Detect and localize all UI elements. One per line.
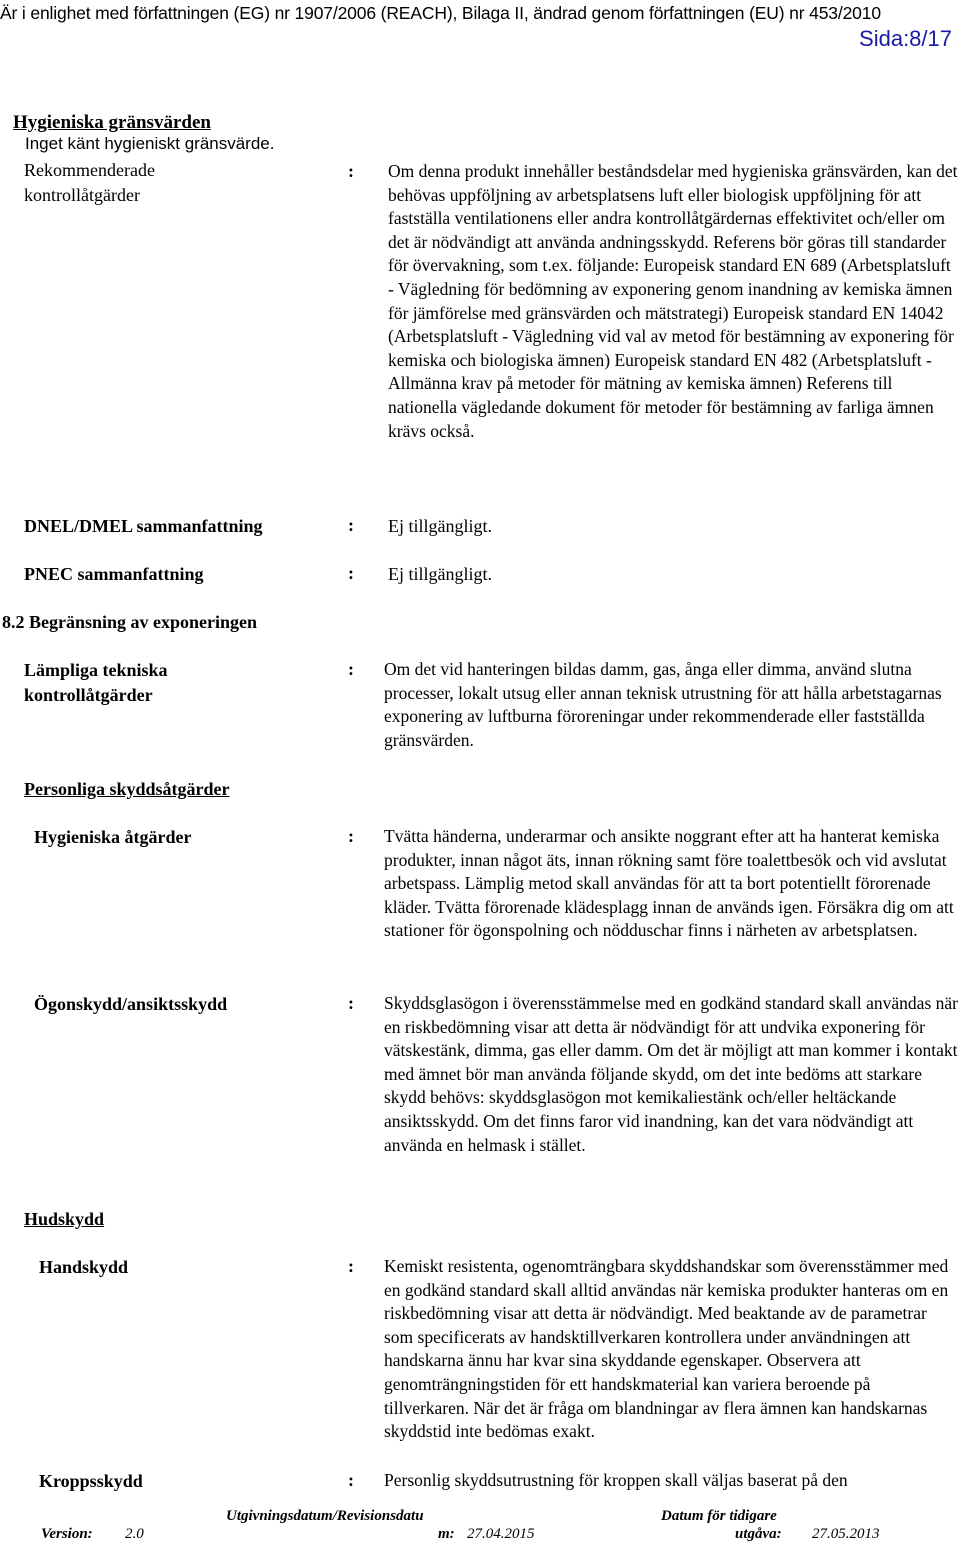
footer-prev-date: 27.05.2013 [812,1526,880,1542]
hygiene-measures-value: Tvätta händerna, underarmar och ansikte noggrant efter att ha hanterat kemiska produkter, innan något äts, innan rökning samt före toalettbesök och vid avslutat arbetspass. Lämplig metod skall användas för att ta bort potentiellt förorenade kläder. Tvätta förorenade klädesplagg innan de används igen. Försäkra dig om att stationer för ögonspolning och nödduschar finns i närheten av arbetsplatsen. [384,826,954,941]
body-protection-value: Personlig skyddsutrustning för kroppen skall väljas baserat på den [384,1470,848,1490]
dnel-colon: : [348,515,354,535]
document-header-title: Är i enlighet med författningen (EG) nr 1907/2006 (REACH), Bilaga II, ändrad genom författningen (EU) nr 453/2010 [0,3,881,23]
footer-version-label: Version: [41,1526,93,1542]
hand-protection-value: Kemiskt resistenta, ogenomträngbara skyddshandskar som överensstämmer med en godkänd standard skall alltid användas när kemiska produkter hanteras om en riskbedömning visar att detta är nödvändigt. Med beaktande av de parametrar som specificerats av handsktillverkaren kontrollera under användningen att handskarna ännu har kvar sina skyddande egenskaper. Observera att genomträngningstiden för ett handskmaterial kan variera beroende på tillverkaren. När det är fråga om blandningar av flera ämnen kan handskarnas skyddstid inte bedömas exakt. [384,1256,949,1442]
section-8-2-number: 8.2 [2,612,25,632]
dnel-label: DNEL/DMEL sammanfattning [24,516,263,536]
personal-protection-heading: Personliga skyddsåtgärder [24,779,230,799]
recommended-controls-label-line1: Rekommenderade [24,160,155,180]
eye-protection-value: Skyddsglasögon i överensstämmelse med en godkänd standard skall användas när en riskbedömning visar att detta är nödvändigt för att undvika exponering för vätskestänk, dimma, gas eller damm. Om det är möjligt att man kommer i kontakt med ämnet bör man använda följande skydd, om det inte bedöms att starkare skydd behövs: skyddsglasögon mot kemikaliestänk och/eller heltäckande ansiktsskydd. Om det finns faror vid inandning, kan det vara nödvändigt att använda en helmask i stället. [384,993,958,1155]
footer-issue-date: 27.04.2015 [467,1526,535,1542]
hand-protection-colon: : [348,1256,354,1276]
hygienic-limits-subtext: Inget känt hygieniskt gränsvärde. [25,134,275,153]
pnec-value: Ej tillgängligt. [388,564,492,584]
recommended-controls-label [24,159,155,207]
hand-protection-label: Handskydd [39,1257,129,1277]
footer-issue-label-line2: m: [438,1526,455,1542]
section-8-2-heading [2,611,257,635]
pnec-label: PNEC sammanfattning [24,564,204,584]
engineering-controls-value: Om det vid hanteringen bildas damm, gas, ånga eller dimma, använd slutna processer, lokalt utsug eller annan teknisk utrustning för att hålla arbetstagarnas exponering av luftburna föroreningar under rekommenderade eller fastställda gränsvärden. [384,659,942,750]
eye-protection-colon: : [348,993,354,1013]
page-number: Sida:8/17 [859,26,952,51]
skin-protection-heading: Hudskydd [24,1209,105,1229]
recommended-controls-label-line2: kontrollåtgärder [24,184,140,205]
section-8-2-title: Begränsning av exponeringen [29,612,258,632]
recommended-controls-colon: : [348,161,354,181]
body-protection-label: Kroppsskydd [39,1471,143,1491]
hygiene-measures-label: Hygieniska åtgärder [34,827,192,847]
engineering-controls-label [24,659,168,707]
footer-version-value: 2.0 [125,1526,144,1542]
hygiene-measures-colon: : [348,826,354,846]
engineering-controls-label-line1: Lämpliga tekniska [24,660,168,680]
hygienic-limits-heading: Hygieniska gränsvärden [13,112,211,133]
eye-protection-label: Ögonskydd/ansiktsskydd [34,994,228,1014]
engineering-controls-label-line2: kontrollåtgärder [24,684,153,705]
footer-issue-label-line1: Utgivningsdatum/Revisionsdatu [226,1508,424,1524]
recommended-controls-value: Om denna produkt innehåller beståndsdelar med hygieniska gränsvärden, kan det behövas uppföljning av arbetsplatsens luft eller biologisk uppföljning för att fastställa ventilationens eller andra kontrollåtgärdernas effektivitet och/eller om det är nödvändigt att använda andningsskydd. Referens bör göras till standarder för övervakning, som t.ex. följande: Europeisk standard EN 689 (Arbetsplatsluft - Vägledning för bedömning av exponering genom inandning av kemiska ämnen för jämförelse med gränsvärden och mätstrategi) Europeisk standard EN 14042 (Arbetsplatsluft - Vägledning vid val av metod för bestämning av exponering för kemiska och biologiska ämnen) Europeisk standard EN 482 (Arbetsplatsluft - Allmänna krav på metoder för mätning av kemiska ämnen) Referens till nationella vägledande dokument för metoder för bestämning av farliga ämnen krävs också. [388,161,958,441]
pnec-colon: : [348,563,354,583]
engineering-controls-colon: : [348,659,354,679]
footer-prev-label-line1: Datum för tidigare [661,1508,777,1524]
footer-prev-label-line2: utgåva: [735,1526,782,1542]
dnel-value: Ej tillgängligt. [388,516,492,536]
body-protection-colon: : [348,1470,354,1490]
